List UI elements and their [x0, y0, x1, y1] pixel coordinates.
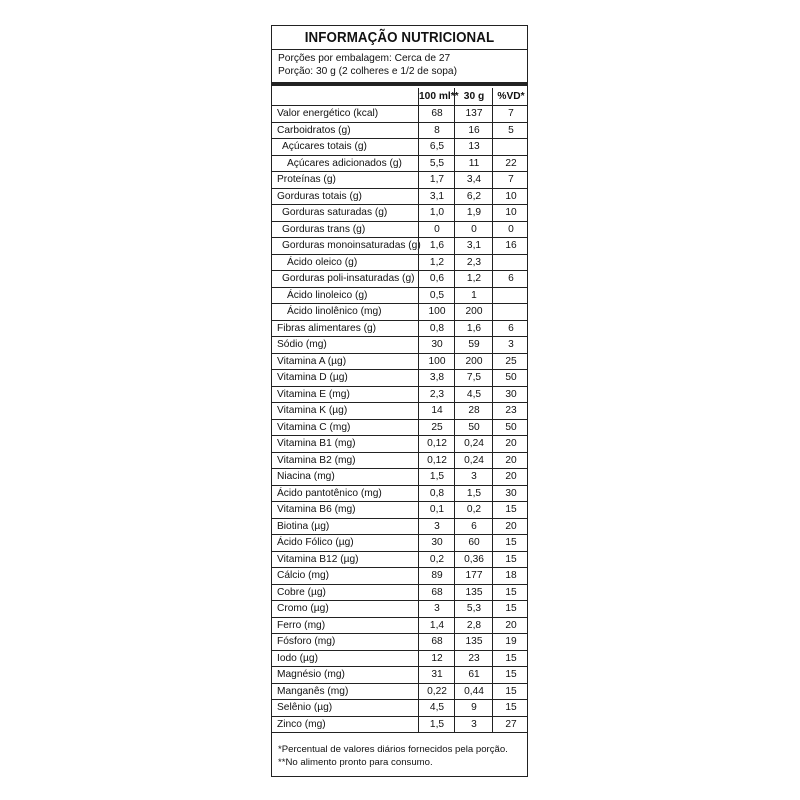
value-per-100ml: 0,1	[418, 502, 455, 518]
value-per-portion: 0,24	[454, 453, 493, 469]
daily-value-percent: 50	[492, 370, 529, 386]
value-per-portion: 0,24	[454, 436, 493, 452]
nutrient-name: Vitamina B6 (mg)	[277, 504, 356, 515]
value-per-portion: 6,2	[454, 189, 493, 205]
nutrient-name: Ácido Fólico (µg)	[277, 537, 354, 548]
value-per-portion: 1,6	[454, 321, 493, 337]
table-row	[272, 106, 527, 123]
daily-value-percent: 20	[492, 519, 529, 535]
table-row	[272, 321, 527, 338]
nutrient-name: Iodo (µg)	[277, 652, 318, 664]
nutrient-name: Vitamina E (mg)	[277, 388, 350, 400]
daily-value-percent: 20	[492, 618, 529, 634]
daily-value-percent: 20	[492, 469, 529, 485]
table-row	[272, 222, 527, 239]
table-header-row	[272, 88, 527, 106]
value-per-100ml: 0	[418, 222, 455, 238]
daily-value-percent: 50	[492, 420, 529, 436]
table-row	[272, 618, 527, 635]
table-row	[272, 238, 527, 255]
thick-divider	[272, 82, 527, 86]
value-per-portion: 4,5	[454, 387, 493, 403]
value-per-portion: 60	[454, 535, 493, 551]
daily-value-percent: 7	[492, 106, 529, 122]
nutrient-name: Açúcares adicionados (g)	[287, 157, 402, 169]
table-row	[272, 535, 527, 552]
nutrient-name: Gorduras monoinsaturadas (g)	[282, 240, 421, 251]
nutrition-facts-panel	[271, 25, 528, 777]
table-row	[272, 420, 527, 437]
table-row	[272, 651, 527, 668]
daily-value-percent: 16	[492, 238, 529, 254]
daily-value-percent: 30	[492, 486, 529, 502]
nutrient-name: Fósforo (mg)	[277, 636, 336, 647]
table-row	[272, 486, 527, 503]
value-per-portion: 13	[454, 139, 493, 155]
nutrient-name: Sódio (mg)	[277, 339, 327, 350]
nutrient-name: Valor energético (kcal)	[277, 108, 379, 119]
value-per-portion: 0,44	[454, 684, 493, 700]
daily-value-percent: 6	[492, 271, 529, 287]
nutrient-name: Vitamina A (µg)	[277, 355, 347, 367]
daily-value-percent: 10	[492, 189, 529, 205]
daily-value-percent: 18	[492, 568, 529, 584]
daily-value-percent	[492, 139, 529, 155]
table-row	[272, 502, 527, 519]
daily-value-percent: 15	[492, 535, 529, 551]
servings-per-package: Porções por embalagem: Cerca de 27	[278, 53, 451, 64]
nutrient-name: Vitamina D (µg)	[277, 372, 348, 383]
value-per-100ml: 8	[418, 123, 455, 139]
value-per-100ml: 0,6	[418, 271, 455, 287]
table-row	[272, 667, 527, 684]
value-per-portion: 3	[454, 717, 493, 733]
footnote-daily-value: *Percentual de valores diários fornecidos pela porção.	[278, 744, 508, 755]
value-per-100ml: 100	[418, 354, 455, 370]
value-per-100ml: 30	[418, 337, 455, 353]
daily-value-percent	[492, 304, 529, 320]
table-row	[272, 271, 527, 288]
daily-value-percent: 15	[492, 552, 529, 568]
value-per-100ml: 68	[418, 106, 455, 122]
value-per-portion: 135	[454, 634, 493, 650]
nutrient-name: Niacina (mg)	[277, 471, 335, 482]
nutrient-name: Vitamina B1 (mg)	[277, 438, 356, 449]
value-per-100ml: 1,7	[418, 172, 455, 188]
table-row	[272, 684, 527, 701]
value-per-portion: 23	[454, 651, 493, 667]
footnotes	[278, 744, 508, 769]
value-per-100ml: 0,8	[418, 321, 455, 337]
nutrient-name: Açúcares totais (g)	[282, 141, 367, 152]
nutrient-name: Cobre (µg)	[277, 586, 326, 598]
daily-value-percent: 5	[492, 123, 529, 139]
table-row	[272, 568, 527, 585]
nutrient-name: Proteínas (g)	[277, 174, 336, 185]
value-per-100ml: 1,6	[418, 238, 455, 254]
value-per-100ml: 12	[418, 651, 455, 667]
value-per-portion: 11	[454, 156, 493, 172]
portion-size: Porção: 30 g (2 colheres e 1/2 de sopa)	[278, 66, 457, 77]
title-divider	[272, 49, 527, 50]
table-row	[272, 139, 527, 156]
nutrient-name: Ácido linoleico (g)	[287, 289, 368, 301]
value-per-portion: 1,9	[454, 205, 493, 221]
table-row	[272, 601, 527, 618]
value-per-100ml: 0,5	[418, 288, 455, 304]
daily-value-percent: 15	[492, 700, 529, 716]
value-per-100ml: 68	[418, 634, 455, 650]
table-row	[272, 519, 527, 536]
nutrient-name: Vitamina B2 (mg)	[277, 454, 356, 466]
nutrient-name: Ácido oleico (g)	[287, 256, 358, 268]
value-per-portion: 6	[454, 519, 493, 535]
value-per-portion: 7,5	[454, 370, 493, 386]
value-per-portion: 16	[454, 123, 493, 139]
nutrient-name: Biotina (µg)	[277, 520, 330, 532]
value-per-100ml: 0,22	[418, 684, 455, 700]
table-row	[272, 403, 527, 420]
value-per-portion: 9	[454, 700, 493, 716]
nutrient-name: Vitamina C (mg)	[277, 421, 351, 433]
daily-value-percent	[492, 255, 529, 271]
table-row	[272, 189, 527, 206]
nutrient-name: Gorduras poli-insaturadas (g)	[282, 273, 415, 284]
header-daily-value: %VD*	[492, 88, 529, 105]
value-per-100ml: 3	[418, 519, 455, 535]
nutrient-name: Ferro (mg)	[277, 619, 326, 631]
table-row	[272, 387, 527, 404]
value-per-100ml: 6,5	[418, 139, 455, 155]
value-per-100ml: 0,12	[418, 453, 455, 469]
daily-value-percent: 15	[492, 585, 529, 601]
nutrient-name: Cálcio (mg)	[277, 570, 330, 581]
value-per-portion: 1	[454, 288, 493, 304]
value-per-100ml: 0,8	[418, 486, 455, 502]
table-row	[272, 172, 527, 189]
value-per-portion: 61	[454, 667, 493, 683]
nutrient-name: Manganês (mg)	[277, 685, 349, 697]
nutrient-name: Ácido linolênico (mg)	[287, 306, 382, 317]
value-per-100ml: 31	[418, 667, 455, 683]
nutrient-name: Gorduras totais (g)	[277, 190, 362, 202]
table-row	[272, 717, 527, 734]
value-per-100ml: 3,1	[418, 189, 455, 205]
nutrient-name: Magnésio (mg)	[277, 669, 345, 680]
daily-value-percent: 23	[492, 403, 529, 419]
value-per-100ml: 30	[418, 535, 455, 551]
table-row	[272, 123, 527, 140]
nutrient-name: Carboidratos (g)	[277, 124, 351, 136]
value-per-100ml: 2,3	[418, 387, 455, 403]
daily-value-percent: 27	[492, 717, 529, 733]
table-row	[272, 255, 527, 272]
value-per-portion: 2,8	[454, 618, 493, 634]
value-per-100ml: 100	[418, 304, 455, 320]
value-per-portion: 1,5	[454, 486, 493, 502]
value-per-100ml: 14	[418, 403, 455, 419]
value-per-portion: 137	[454, 106, 493, 122]
daily-value-percent: 15	[492, 651, 529, 667]
table-row	[272, 700, 527, 717]
value-per-portion: 1,2	[454, 271, 493, 287]
value-per-portion: 177	[454, 568, 493, 584]
value-per-100ml: 1,0	[418, 205, 455, 221]
value-per-100ml: 89	[418, 568, 455, 584]
value-per-portion: 200	[454, 354, 493, 370]
footnote-ready-to-consume: **No alimento pronto para consumo.	[278, 756, 433, 768]
value-per-100ml: 5,5	[418, 156, 455, 172]
daily-value-percent: 19	[492, 634, 529, 650]
daily-value-percent: 15	[492, 667, 529, 683]
nutrient-name: Gorduras saturadas (g)	[282, 207, 388, 218]
table-row	[272, 469, 527, 486]
value-per-portion: 200	[454, 304, 493, 320]
value-per-portion: 28	[454, 403, 493, 419]
table-row	[272, 354, 527, 371]
value-per-portion: 3	[454, 469, 493, 485]
value-per-100ml: 1,2	[418, 255, 455, 271]
daily-value-percent: 0	[492, 222, 529, 238]
nutrient-name: Gorduras trans (g)	[282, 223, 366, 235]
value-per-100ml: 1,5	[418, 717, 455, 733]
table-row	[272, 585, 527, 602]
daily-value-percent: 30	[492, 387, 529, 403]
daily-value-percent: 15	[492, 502, 529, 518]
nutrient-name: Ácido pantotênico (mg)	[277, 487, 382, 499]
table-row	[272, 337, 527, 354]
daily-value-percent: 15	[492, 684, 529, 700]
value-per-portion: 0,2	[454, 502, 493, 518]
value-per-100ml: 3,8	[418, 370, 455, 386]
daily-value-percent: 20	[492, 453, 529, 469]
table-row	[272, 453, 527, 470]
value-per-portion: 3,4	[454, 172, 493, 188]
nutrient-name: Vitamina B12 (µg)	[277, 553, 359, 565]
table-row	[272, 156, 527, 173]
daily-value-percent: 6	[492, 321, 529, 337]
value-per-portion: 2,3	[454, 255, 493, 271]
value-per-100ml: 1,4	[418, 618, 455, 634]
value-per-portion: 0,36	[454, 552, 493, 568]
value-per-100ml: 0,12	[418, 436, 455, 452]
table-row	[272, 288, 527, 305]
daily-value-percent	[492, 288, 529, 304]
table-row	[272, 552, 527, 569]
value-per-portion: 0	[454, 222, 493, 238]
header-per-portion: 30 g	[454, 88, 493, 105]
header-per-100ml: 100 ml**	[418, 88, 455, 105]
panel-title: INFORMAÇÃO NUTRICIONAL	[304, 30, 495, 46]
value-per-100ml: 68	[418, 585, 455, 601]
table-row	[272, 436, 527, 453]
table-row	[272, 304, 527, 321]
daily-value-percent: 15	[492, 601, 529, 617]
table-row	[272, 370, 527, 387]
nutrient-name: Zinco (mg)	[277, 718, 326, 730]
value-per-portion: 135	[454, 585, 493, 601]
nutrient-name: Selênio (µg)	[277, 702, 333, 713]
nutrient-name: Cromo (µg)	[277, 603, 329, 614]
value-per-100ml: 4,5	[418, 700, 455, 716]
daily-value-percent: 20	[492, 436, 529, 452]
daily-value-percent: 7	[492, 172, 529, 188]
value-per-portion: 50	[454, 420, 493, 436]
daily-value-percent: 22	[492, 156, 529, 172]
daily-value-percent: 3	[492, 337, 529, 353]
value-per-100ml: 25	[418, 420, 455, 436]
value-per-portion: 59	[454, 337, 493, 353]
daily-value-percent: 25	[492, 354, 529, 370]
value-per-100ml: 1,5	[418, 469, 455, 485]
value-per-100ml: 0,2	[418, 552, 455, 568]
value-per-portion: 5,3	[454, 601, 493, 617]
value-per-100ml: 3	[418, 601, 455, 617]
table-row	[272, 205, 527, 222]
table-row	[272, 634, 527, 651]
nutrient-name: Fibras alimentares (g)	[277, 322, 377, 334]
nutrient-name: Vitamina K (µg)	[277, 405, 348, 416]
daily-value-percent: 10	[492, 205, 529, 221]
value-per-portion: 3,1	[454, 238, 493, 254]
